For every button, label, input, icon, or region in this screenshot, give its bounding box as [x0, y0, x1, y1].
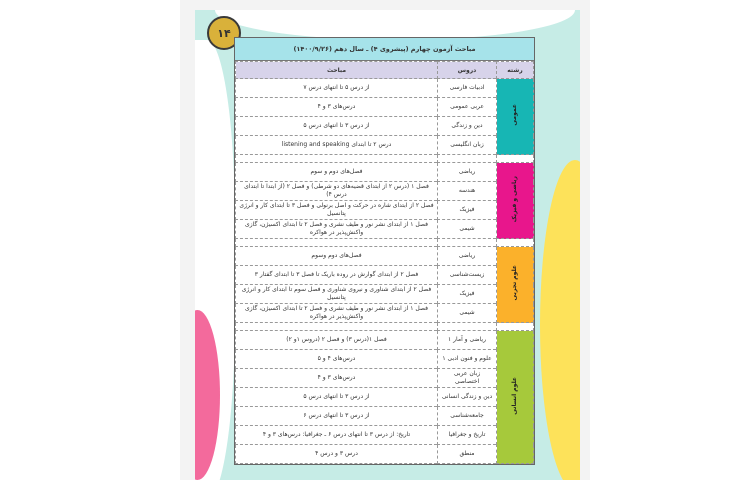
lesson-cell: علوم و فنون ادبی ۱ — [438, 350, 497, 369]
spacer-cell — [236, 323, 438, 331]
header-lesson: دروس — [438, 62, 497, 79]
table-row — [236, 163, 534, 182]
spacer-cell — [236, 239, 438, 247]
table-row — [236, 117, 534, 136]
group-label: علوم تجربی — [511, 265, 518, 301]
page-number-badge: ۱۴ — [207, 16, 241, 50]
table-row — [236, 98, 534, 117]
topics-cell: فصل ۱(درس ۳) و فصل ۲ (دروس ۱و ۲) — [236, 331, 438, 350]
table-row — [236, 79, 534, 98]
table-row — [236, 266, 534, 285]
spacer-cell — [497, 239, 534, 247]
group-label: علوم انسانی — [511, 376, 518, 415]
spacer-cell — [236, 155, 438, 163]
topics-cell: فصل ۲ از ابتدای گوارش در روده باریک تا فصل ۳ تا ابتدای گفتار ۳ — [236, 266, 438, 285]
lesson-cell: جامعه‌شناسی — [438, 407, 497, 426]
decorative-wave-top — [215, 10, 575, 40]
table-title: مباحث آزمون چهارم (پیشروی ۴) ـ سال دهم (۱۴۰۰/۹/۲۶) — [235, 38, 534, 61]
group-spacer-row — [236, 155, 534, 163]
spacer-cell — [438, 239, 497, 247]
lesson-cell: دین و زندگی انسانی — [438, 388, 497, 407]
group-cell — [497, 163, 534, 239]
table-row — [236, 201, 534, 220]
topics-cell: درس‌های ۳ و ۴ — [236, 369, 438, 388]
lesson-cell: فیزیک — [438, 285, 497, 304]
topics-cell: از درس ۵ تا انتهای درس ۷ — [236, 79, 438, 98]
lesson-cell: ریاضی — [438, 247, 497, 266]
topics-cell: فصل‌های دوم وسوم — [236, 247, 438, 266]
topics-cell: درس‌های ۴ و ۵ — [236, 350, 438, 369]
group-spacer-row — [236, 239, 534, 247]
table-row — [236, 182, 534, 201]
lesson-cell: تاریخ و جغرافیا — [438, 426, 497, 445]
lesson-cell: شیمی — [438, 220, 497, 239]
table-row — [236, 136, 534, 155]
topics-cell: فصل‌های دوم و سوم — [236, 163, 438, 182]
topics-cell: فصل ۱ از ابتدای نشر نور و طیف نشری و فصل ۲ تا ابتدای اکسیژن، گازی واکنش‌پذیر در هواکره — [236, 220, 438, 239]
table-row — [236, 304, 534, 323]
topics-cell: درس ۲ تا ابتدای listening and speaking — [236, 136, 438, 155]
header-group: رشته — [497, 62, 534, 79]
spacer-cell — [497, 155, 534, 163]
decorative-shape-right — [540, 160, 580, 480]
lesson-cell: ریاضی — [438, 163, 497, 182]
lesson-cell: عربی عمومی — [438, 98, 497, 117]
exam-topics-table — [234, 37, 535, 465]
topics-cell: فصل ۲ از ابتدای شاره در حرکت و اصل برنولی و فصل ۳ تا ابتدای کار و انرژی پتانسیل — [236, 201, 438, 220]
lesson-cell: ادبیات فارسی — [438, 79, 497, 98]
topics-cell: فصل ۲ از ابتدای شناوری و نیروی شناوری و فصل سوم تا ابتدای کار و انرژی پتانسیل — [236, 285, 438, 304]
group-spacer-row — [236, 323, 534, 331]
lesson-cell: منطق — [438, 445, 497, 464]
topics-cell: از درس ۳ تا انتهای درس ۶ — [236, 407, 438, 426]
table-row — [236, 247, 534, 266]
group-cell — [497, 79, 534, 155]
table-row — [236, 350, 534, 369]
table-row — [236, 407, 534, 426]
group-cell — [497, 331, 534, 464]
lesson-cell: ریاضی و آمار ۱ — [438, 331, 497, 350]
lesson-cell: فیزیک — [438, 201, 497, 220]
group-cell — [497, 247, 534, 323]
table-row — [236, 331, 534, 350]
lesson-cell: هندسه — [438, 182, 497, 201]
table-row — [236, 426, 534, 445]
table-row — [236, 369, 534, 388]
topics-cell: از درس ۳ تا انتهای درس ۵ — [236, 388, 438, 407]
topics-cell: فصل ۱ (درس ۲ از ابتدای قضیه‌های دو شرطی) و فصل ۲ (از ابتدا تا ابتدای درس ۴) — [236, 182, 438, 201]
topics-cell: درس‌های ۳ و ۴ — [236, 98, 438, 117]
topics-cell: فصل ۱ از ابتدای نشر نور و طیف نشری و فصل ۲ تا ابتدای اکسیژن، گازی واکنش‌پذیر در هواکره — [236, 304, 438, 323]
group-label: عمومی — [511, 104, 518, 126]
lesson-cell: شیمی — [438, 304, 497, 323]
topics-cell: درس ۳ و درس ۴ — [236, 445, 438, 464]
topics-cell: تاریخ: از درس ۳ تا انتهای درس ۶ ـ جغرافیا: درس‌های ۳ و ۴ — [236, 426, 438, 445]
lesson-cell: زبان عربی اختصاصی — [438, 369, 497, 388]
table-row — [236, 388, 534, 407]
lesson-cell: زیست‌شناسی — [438, 266, 497, 285]
table-row — [236, 445, 534, 464]
table-row — [236, 285, 534, 304]
group-label: ریاضی و فیزیک — [511, 175, 518, 223]
spacer-cell — [438, 323, 497, 331]
spacer-cell — [438, 155, 497, 163]
lesson-cell: زبان انگلیسی — [438, 136, 497, 155]
spacer-cell — [497, 323, 534, 331]
lesson-cell: دین و زندگی — [438, 117, 497, 136]
table-row — [236, 220, 534, 239]
topics-cell: از درس ۳ تا انتهای درس ۵ — [236, 117, 438, 136]
header-topics: مباحث — [236, 62, 438, 79]
